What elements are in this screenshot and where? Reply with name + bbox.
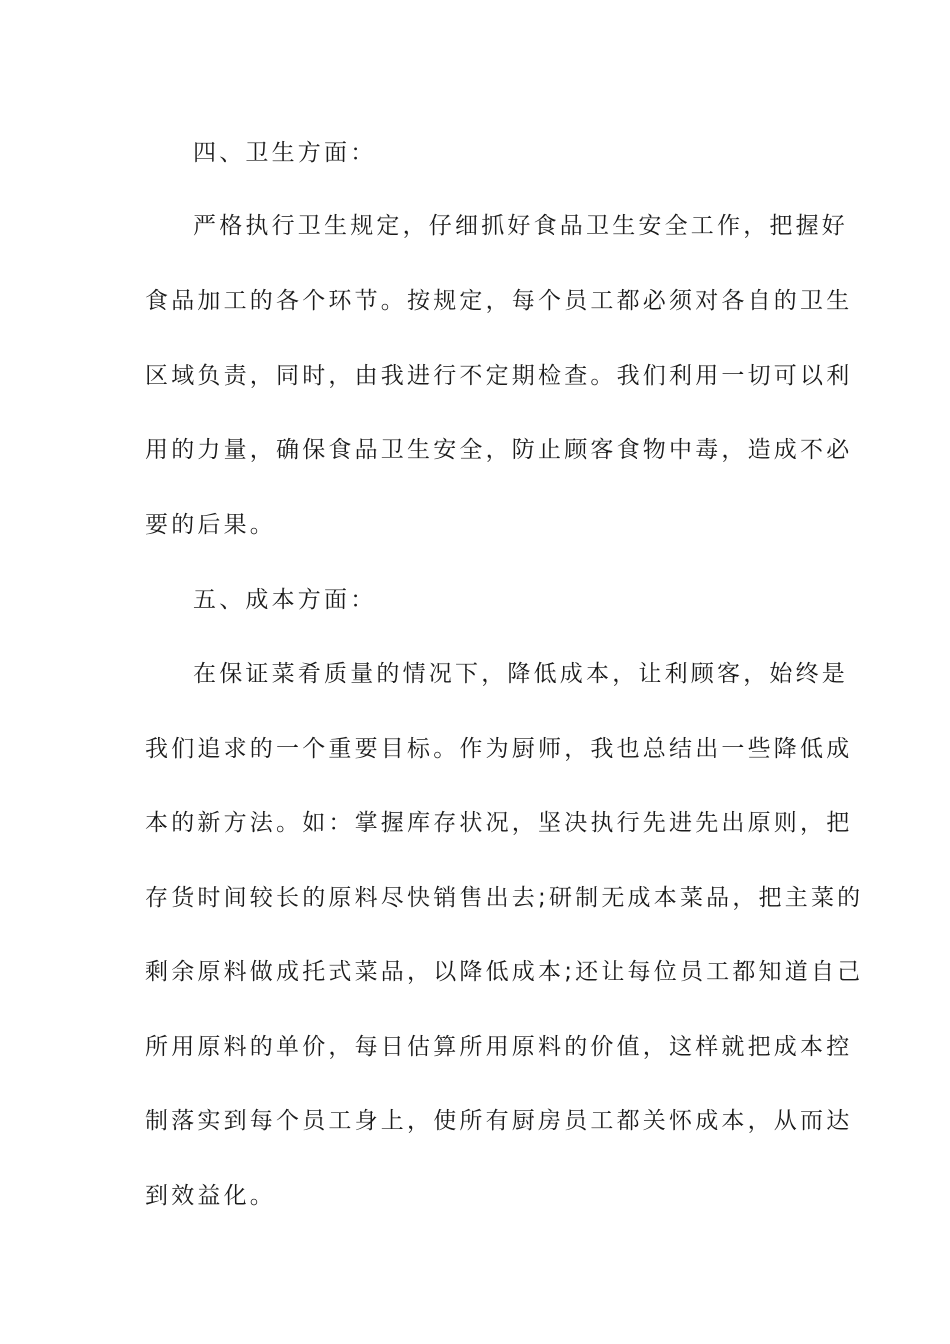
paragraph-line: 本的新方法。如：掌握库存状况，坚决执行先进先出原则，把 bbox=[145, 810, 853, 836]
paragraph-line: 食品加工的各个环节。按规定，每个员工都必须对各自的卫生 bbox=[145, 288, 853, 314]
paragraph-line: 我们追求的一个重要目标。作为厨师，我也总结出一些降低成 bbox=[145, 736, 853, 762]
paragraph-line: 剩余原料做成托式菜品，以降低成本;还让每位员工都知道自己 bbox=[145, 959, 864, 985]
paragraph-line: 所用原料的单价，每日估算所用原料的价值，这样就把成本控 bbox=[145, 1034, 853, 1060]
paragraph-line: 用的力量，确保食品卫生安全，防止顾客食物中毒，造成不必 bbox=[145, 437, 853, 463]
paragraph-line: 要的后果。 bbox=[145, 512, 276, 538]
paragraph-line: 制落实到每个员工身上，使所有厨房员工都关怀成本，从而达 bbox=[145, 1108, 853, 1134]
section-heading-hygiene: 四、卫生方面： bbox=[193, 140, 377, 166]
paragraph-line: 严格执行卫生规定，仔细抓好食品卫生安全工作，把握好 bbox=[193, 213, 848, 239]
paragraph-line: 在保证菜肴质量的情况下，降低成本，让利顾客，始终是 bbox=[193, 661, 848, 687]
paragraph-line: 区域负责，同时，由我进行不定期检查。我们利用一切可以利 bbox=[145, 363, 853, 389]
paragraph-line: 到效益化。 bbox=[145, 1183, 276, 1209]
section-heading-cost: 五、成本方面： bbox=[193, 587, 377, 613]
paragraph-line: 存货时间较长的原料尽快销售出去;研制无成本菜品，把主菜的 bbox=[145, 885, 864, 911]
